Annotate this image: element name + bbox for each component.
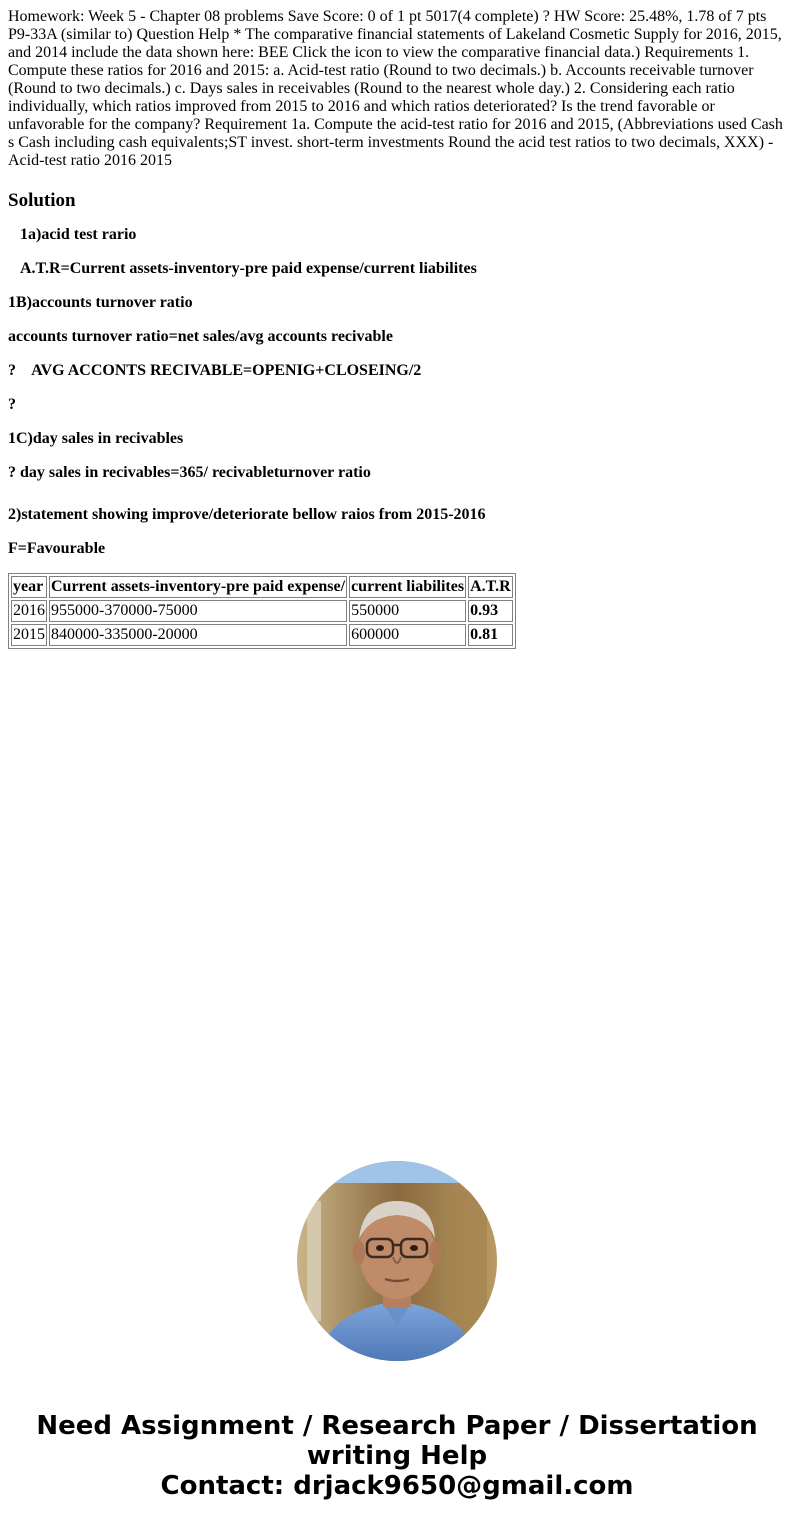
solution-line-turnover-formula: accounts turnover ratio=net sales/avg accounts recivable bbox=[8, 328, 393, 345]
cell-assets: 955000-370000-75000 bbox=[49, 600, 347, 622]
atr-table bbox=[8, 573, 516, 649]
cell-assets: 840000-335000-20000 bbox=[49, 624, 347, 646]
solution-line-day-sales-formula: ? day sales in recivables=365/ recivableturnover ratio bbox=[8, 464, 371, 481]
solution-heading: Solution bbox=[8, 190, 76, 211]
table-row bbox=[11, 600, 513, 622]
solution-line-avg-receivable: ? AVG ACCONTS RECIVABLE=OPENIG+CLOSEING/2 bbox=[8, 362, 422, 379]
atr-table-header bbox=[11, 576, 513, 598]
solution-line-1b: 1B)accounts turnover ratio bbox=[8, 294, 193, 311]
question-text: Homework: Week 5 - Chapter 08 problems Save Score: 0 of 1 pt 5017(4 complete) ? HW Score: 25.48%, 1.78 of 7 pts P9-33A (similar to) Question Help * The comparative financial statements of Lakeland Cosmetic Supply for 2016, 2015, and 2014 include the data shown here: BEE Click the icon to view the comparative financial data.) Requirements 1. Compute these ratios for 2016 and 2015: a. Acid-test ratio (Round to two decimals.) b. Accounts receivable turnover (Round to two decimals.) c. Days sales in receivables (Round to the nearest whole day.) 2. Considering each ratio individually, which ratios improved from 2015 to 2016 and which ratios deteriorated? Is the trend favorable or unfavorable for the company? Requirement 1a. Compute the acid-test ratio for 2016 and 2015, (Abbreviations used Cash s Cash including cash equivalents;ST invest. short-term investments Round the acid test ratios to two decimals, XXX) - Acid-test ratio 2016 2015 bbox=[8, 8, 783, 169]
avatar bbox=[297, 1161, 497, 1361]
col-year-header: year bbox=[11, 576, 47, 598]
solution-line-question-mark: ? bbox=[8, 396, 16, 413]
promo-contact: Contact: drjack9650@gmail.com bbox=[160, 1471, 634, 1501]
col-assets-header: Current assets-inventory-pre paid expense/ bbox=[49, 576, 347, 598]
solution-line-1c: 1C)day sales in recivables bbox=[8, 430, 184, 447]
col-atr-header: A.T.R bbox=[468, 576, 513, 598]
cell-liabilities: 600000 bbox=[349, 624, 466, 646]
solution-line-favourable: F=Favourable bbox=[8, 540, 106, 557]
cell-liabilities: 550000 bbox=[349, 600, 466, 622]
solution-line-1a: 1a)acid test rario bbox=[20, 226, 137, 243]
tutor-portrait-image bbox=[297, 1161, 497, 1361]
promo-line-2: writing Help bbox=[306, 1441, 488, 1471]
solution-line-atr-formula: A.T.R=Current assets-inventory-pre paid expense/current liabilites bbox=[20, 260, 477, 277]
cell-atr: 0.81 bbox=[468, 624, 513, 646]
solution-body bbox=[8, 226, 786, 649]
cell-year: 2015 bbox=[11, 624, 47, 646]
promo-banner bbox=[0, 1411, 794, 1501]
solution-line-statement: 2)statement showing improve/deteriorate bellow raios from 2015-2016 bbox=[8, 506, 486, 523]
table-row bbox=[11, 624, 513, 646]
cell-atr: 0.93 bbox=[468, 600, 513, 622]
col-liabilities-header: current liabilites bbox=[349, 576, 466, 598]
page-content bbox=[0, 8, 794, 649]
cell-year: 2016 bbox=[11, 600, 47, 622]
promo-line-1: Need Assignment / Research Paper / Dissertation bbox=[36, 1411, 758, 1441]
